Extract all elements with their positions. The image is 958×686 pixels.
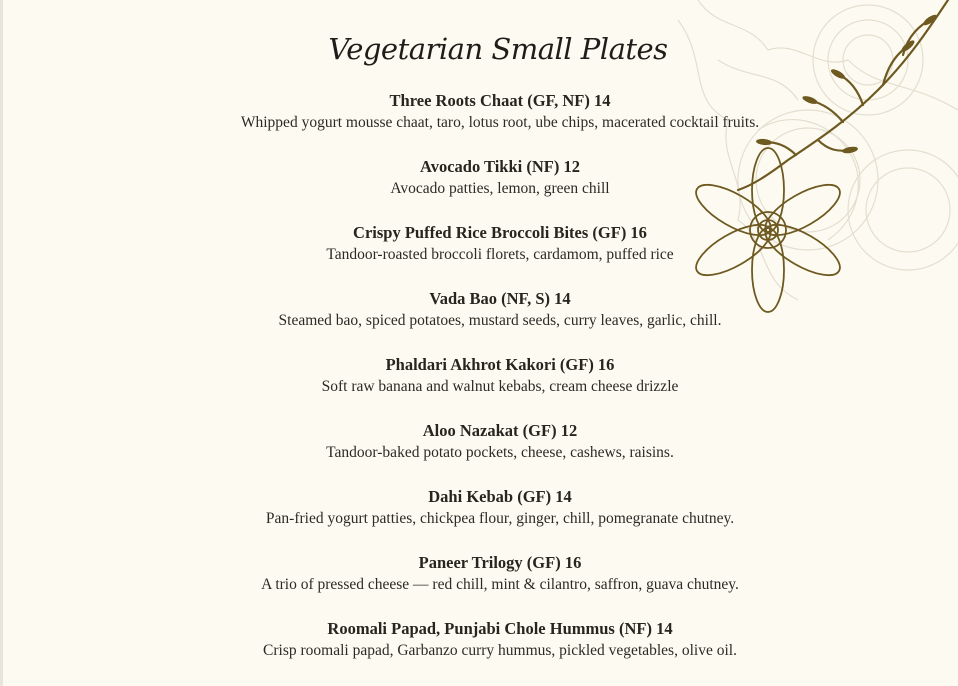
menu-item-description: Avocado patties, lemon, green chill [390, 180, 610, 197]
menu-item [3, 89, 958, 155]
menu-item [3, 485, 958, 551]
menu-item [3, 419, 958, 485]
menu-item-name: Three Roots Chaat (GF, NF) 14 [389, 91, 611, 110]
menu-item [3, 617, 958, 683]
menu-item [3, 221, 958, 287]
menu-item-name: Aloo Nazakat (GF) 12 [422, 421, 578, 440]
menu-item-description: A trio of pressed cheese — red chill, mint & cilantro, saffron, guava chutney. [261, 576, 739, 593]
menu-item [3, 551, 958, 617]
menu-item-name: Crispy Puffed Rice Broccoli Bites (GF) 16 [353, 223, 647, 242]
menu-item-name: Dahi Kebab (GF) 14 [428, 487, 572, 506]
menu-item-description: Soft raw banana and walnut kebabs, cream cheese drizzle [321, 378, 679, 395]
menu-item-description: Whipped yogurt mousse chaat, taro, lotus root, ube chips, macerated cocktail fruits. [240, 114, 760, 131]
menu-item-name: Paneer Trilogy (GF) 16 [418, 553, 582, 572]
menu-item-description: Tandoor-roasted broccoli florets, cardamom, puffed rice [326, 246, 674, 263]
menu-item-name: Roomali Papad, Punjabi Chole Hummus (NF) 14 [327, 619, 673, 638]
menu-item [3, 287, 958, 353]
menu-item-description: Tandoor-baked potato pockets, cheese, cashews, raisins. [326, 444, 674, 461]
menu-item-description: Pan-fried yogurt patties, chickpea flour, ginger, chill, pomegranate chutney. [265, 510, 735, 527]
page-title: Vegetarian Small Plates [328, 32, 668, 66]
menu-item-description: Steamed bao, spiced potatoes, mustard seeds, curry leaves, garlic, chill. [278, 312, 722, 329]
menu-list [3, 89, 958, 683]
menu-item-name: Avocado Tikki (NF) 12 [420, 157, 580, 176]
menu-item-name: Vada Bao (NF, S) 14 [429, 289, 571, 308]
menu-item-description: Crisp roomali papad, Garbanzo curry hummus, pickled vegetables, olive oil. [263, 642, 737, 659]
menu-item-name: Phaldari Akhrot Kakori (GF) 16 [385, 355, 615, 374]
menu-item [3, 155, 958, 221]
menu-item [3, 353, 958, 419]
